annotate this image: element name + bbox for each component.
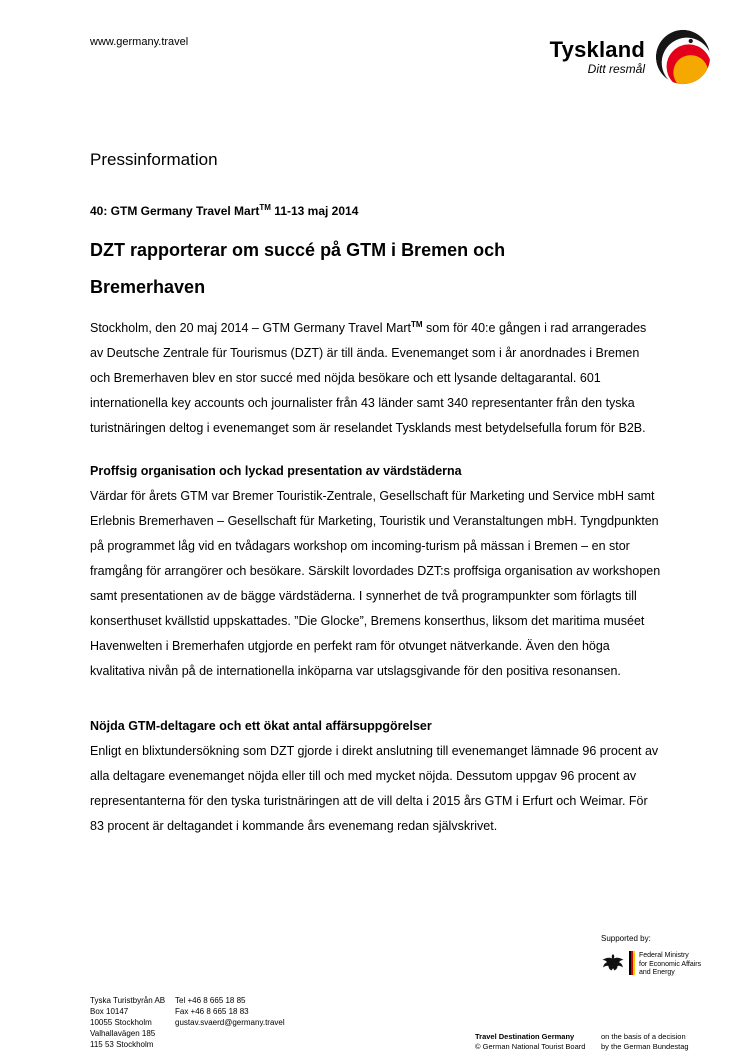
- bundestag-note-line: on the basis of a decision: [601, 1032, 686, 1041]
- footer-phone: Tel +46 8 665 18 85: [175, 996, 246, 1005]
- section-heading-deltagare: Nöjda GTM-deltagare och ett ökat antal affärsuppgörelser: [90, 719, 432, 733]
- brand-name: Tyskland: [549, 37, 645, 62]
- ministry-name-line: and Energy: [639, 969, 675, 976]
- destination-credit-title: Travel Destination Germany: [475, 1032, 575, 1041]
- document-body: [90, 148, 662, 839]
- footer-address-line: 10055 Stockholm: [90, 1018, 152, 1027]
- ministry-name-line: for Economic Affairs: [639, 960, 702, 968]
- brand-logo-text: [550, 37, 645, 77]
- document-kicker: Pressinformation: [90, 150, 218, 169]
- copyright-line: © German National Tourist Board: [475, 1041, 586, 1051]
- page-title: [90, 232, 662, 306]
- footer-address-line: Tyska Turistbyrån AB: [90, 996, 166, 1005]
- intro-text-after-tm: som för 40:e gången i rad arrangerades av Deutsche Zentrale für Tourismus (DZT) är till ända. Evenemanget som i år anordnades i Bremen och Bremerhaven blev en stor succé med nöjda besökare och ett lysande deltagarantal. 601 internationella key accounts och journalister från 43 länder samt 340 representanter från den tyska turistnäringen deltog i evenemanget som är reselandet Tysklands mest betydelsefulla forum för B2B.: [90, 321, 647, 435]
- ministry-name-line: Federal Ministry: [639, 952, 689, 959]
- brand-tagline: Ditt resmål: [587, 62, 645, 76]
- german-flag-bar-icon: [629, 951, 635, 975]
- event-line: [90, 202, 662, 220]
- footer-address-line: Valhallavägen 185: [90, 1029, 156, 1038]
- ministry-name: [639, 951, 701, 978]
- intro-paragraph: [90, 316, 662, 441]
- federal-eagle-icon: [601, 953, 625, 973]
- trademark-superscript: TM: [410, 319, 423, 329]
- intro-text-before-tm: Stockholm, den 20 maj 2014 – GTM Germany Travel Mart: [90, 321, 411, 335]
- footer-address-block: [90, 995, 165, 1050]
- footer-fax: Fax +46 8 665 18 83: [175, 1007, 249, 1016]
- brand-logo: [550, 28, 712, 86]
- section-heading-organisation: Proffsig organisation och lyckad presentation av värdstäderna: [90, 464, 462, 478]
- footer-address-line: Box 10147: [90, 1007, 129, 1016]
- page-title-line1: DZT rapporterar om succé på GTM i Bremen och: [90, 240, 506, 260]
- supported-by-label: Supported by:: [601, 934, 651, 943]
- section-paragraph-deltagare: Enligt en blixtundersökning som DZT gjorde i direkt anslutning till evenemanget lämnade 96 procent av alla deltagare evenemanget nöjda eller till och med mycket nöjda. Dessutom uppgav 96 procent av representanterna för den tyska turistnäringen att de vill delta i 2015 års GTM i Erfurt och Weimar. För 83 procent är deltagandet i kommande års evenemang redan självskrivet.: [90, 744, 659, 833]
- germany-travel-bird-logo-icon: [654, 28, 712, 86]
- letterhead-website-url: www.germany.travel: [90, 36, 189, 48]
- page-title-line2: Bremerhaven: [90, 277, 206, 297]
- footer-email: gustav.svaerd@germany.travel: [175, 1018, 285, 1027]
- bundestag-note: [601, 1032, 689, 1051]
- trademark-superscript: TM: [259, 203, 271, 212]
- section-paragraph-organisation: Värdar för årets GTM var Bremer Touristik-Zentrale, Gesellschaft für Marketing und Service mbH samt Erlebnis Bremerhaven – Gesellschaft für Marketing, Touristik und Veranstaltungen mbH. Tyngdpunkten på programmet låg vid en tvådagars workshop om incoming-turism på mässan i Bremen – en stor framgång för arrangörer och besökare. Särskilt lovordades DZT:s proffsiga organisation av workshopen samt presentationen av de bägge värdstäderna. I synnerhet de två programpunkter som förlagts till konserthuset kvällstid uppskattades. ”Die Glocke”, Bremens konserthus, liksom det maritima muséet Havenwelten i Bremerhafen utgjorde en perfekt ram för otvunget nätverkande. Även den höga kvalitativa nivån på de internationella inköparna var utslagsgivande för den positiva resonansen.: [90, 489, 661, 678]
- event-line-dates: 11-13 maj 2014: [270, 204, 359, 218]
- footer-address-line: 115 53 Stockholm: [90, 1040, 154, 1049]
- bundestag-note-line: by the German Bundestag: [601, 1041, 689, 1051]
- bird-eye: [689, 39, 693, 43]
- footer-contact-block: [175, 995, 285, 1028]
- event-line-text: 40: GTM Germany Travel Mart: [90, 204, 260, 218]
- destination-credit: [475, 1032, 585, 1051]
- federal-ministry-logo: [601, 951, 701, 978]
